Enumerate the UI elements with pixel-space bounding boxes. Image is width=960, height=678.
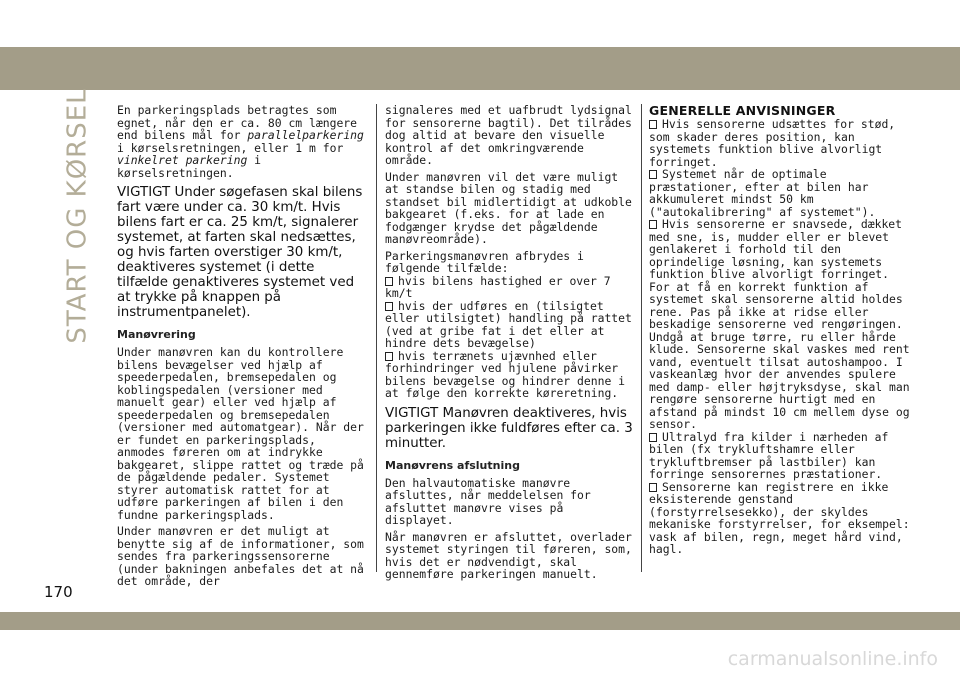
section-side-label: START OG KØRSEL	[63, 88, 94, 344]
checkbox-bullet-icon	[649, 483, 657, 492]
subheading: Manøvrens afslutning	[385, 458, 520, 472]
section-heading: GENERELLE ANVISNINGER	[649, 103, 836, 118]
column-divider	[641, 104, 642, 572]
list-item: hvis terrænets ujævnhed eller forhindringer ved hjulene påvirker bilens bevægelse og hindrer denne i at følge den korrekte køreretning.	[385, 348, 626, 400]
checkbox-bullet-icon	[649, 120, 657, 129]
paragraph: Under manøvren kan du kontrollere bilens bevægelser ved hjælp af speederpedalen, bremsepedalen og koblingspedalen (versioner med manuelt gear) eller ved hjælp af speederpedalen og bremsepedalen (versioner med automatgear). Når der er fundet en parkeringsplads, anmodes føreren om at indrykke bakgearet, slippe rattet og træde på de pågældende pedaler. Systemet styrer automatisk rattet for at udføre parkeringen af bilen i den fundne parkeringsplads.	[117, 345, 364, 522]
list-item: Systemet når de optimale præstationer, efter at bilen har akkumuleret mindst 50 km ("autokalibrering" af systemet").	[649, 167, 876, 219]
paragraph: Den halvautomatiske manøvre afsluttes, når meddelelsen for afsluttet manøvre vises på displayet.	[385, 475, 591, 527]
text-column-1	[117, 104, 369, 592]
list-item: Sensorerne kan registrere en ikke eksisterende genstand (forstyrrelsesekko), der skyldes mekaniske forstyrrelser, for eksempel: vask af bilen, regn, meget hård vind, hagl.	[649, 479, 910, 556]
checkbox-bullet-icon	[649, 170, 657, 179]
header-band	[0, 47, 960, 90]
list-item: Hvis sensorerne er snavsede, dækket med sne, is, mudder eller er blevet genlakeret i forhold til den oprindelige løsning, kan systemets funktion blive alvorligt forringet. For at få en korrekt funktion af systemet skal sensorerne altid holdes rene. Pas på ikke at ridse eller beskadige sensorerne ved rengøringen. Undgå at bruge tørre, ru eller hårde klude. Sensorerne skal vaskes med rent vand, eventuelt tilsat autoshampoo. I vaskeanlæg hvor der anvendes spulere med damp- eller højtryksdyse, skal man rengøre sensorerne hurtigt med en afstand på mindst 10 cm mellem dyse og sensor.	[649, 217, 910, 431]
list-item: Hvis sensorerne udsættes for stød, som skader deres position, kan systemets funktion blive alvorligt forringet.	[649, 117, 896, 169]
text-column-2	[385, 104, 635, 585]
list-item: hvis bilens hastighed er over 7 km/t	[385, 273, 611, 300]
paragraph: signaleres med et uafbrudt lydsignal for sensorerne bagtil). Det tilrådes dog altid at bevare den visuelle kontrol af det omkringværende område.	[385, 103, 632, 167]
checkbox-bullet-icon	[649, 433, 657, 442]
text-column-3	[649, 104, 911, 556]
checkbox-bullet-icon	[385, 352, 393, 361]
important-note: VIGTIGT Under søgefasen skal bilens fart være under ca. 30 km/t. Hvis bilens fart er ca. 25 km/t, signalerer systemet, at farten skal nedsættes, og hvis farten overstiger 30 km/t, deaktiveres systemet (i dette tilfælde genaktiveres systemet ved at trykke på knappen på instrumentpanelet).	[117, 185, 363, 320]
column-divider	[376, 104, 377, 572]
paragraph: Parkeringsmanøvren afbrydes i følgende tilfælde:	[385, 248, 584, 275]
paragraph: En parkeringsplads betragtes som egnet, når den er ca. 80 cm længere end bilens mål for parallelparkering i kørselsretningen, eller 1 m for vinkelret parkering i kørselsretningen.	[117, 103, 364, 180]
footer-band	[0, 612, 960, 630]
paragraph: Under manøvren vil det være muligt at standse bilen og stadig med standset bil midlertidigt at udkoble bakgearet (f.eks. for at lade en fodgænger krydse det pågældende manøvreområde).	[385, 169, 632, 246]
important-note: VIGTIGT Manøvren deaktiveres, hvis parkeringen ikke fuldføres efter ca. 3 minutter.	[385, 405, 633, 451]
paragraph: Under manøvren er det muligt at benytte sig af de informationer, som sendes fra parkeringssensorerne (under bakningen anbefales det at nå det område, der	[117, 524, 364, 588]
paragraph: Når manøvren er afsluttet, overlader systemet styringen til føreren, som, hvis det er nødvendigt, skal gennemføre parkeringen manuelt.	[385, 529, 632, 581]
list-item: hvis der udføres en (tilsigtet eller utilsigtet) handling på rattet (ved at gribe fat i det eller at hindre dets bevægelse)	[385, 298, 632, 350]
checkbox-bullet-icon	[649, 220, 657, 229]
watermark: carmanualsonline.info	[727, 648, 938, 670]
page-number: 170	[44, 583, 73, 601]
subheading: Manøvrering	[117, 328, 196, 341]
checkbox-bullet-icon	[385, 302, 393, 311]
checkbox-bullet-icon	[385, 277, 393, 286]
list-item: Ultralyd fra kilder i nærheden af bilen (fx trykluftshamre eller trykluftbremser på lastbiler) kan forringe sensorernes præstationer.	[649, 429, 889, 481]
